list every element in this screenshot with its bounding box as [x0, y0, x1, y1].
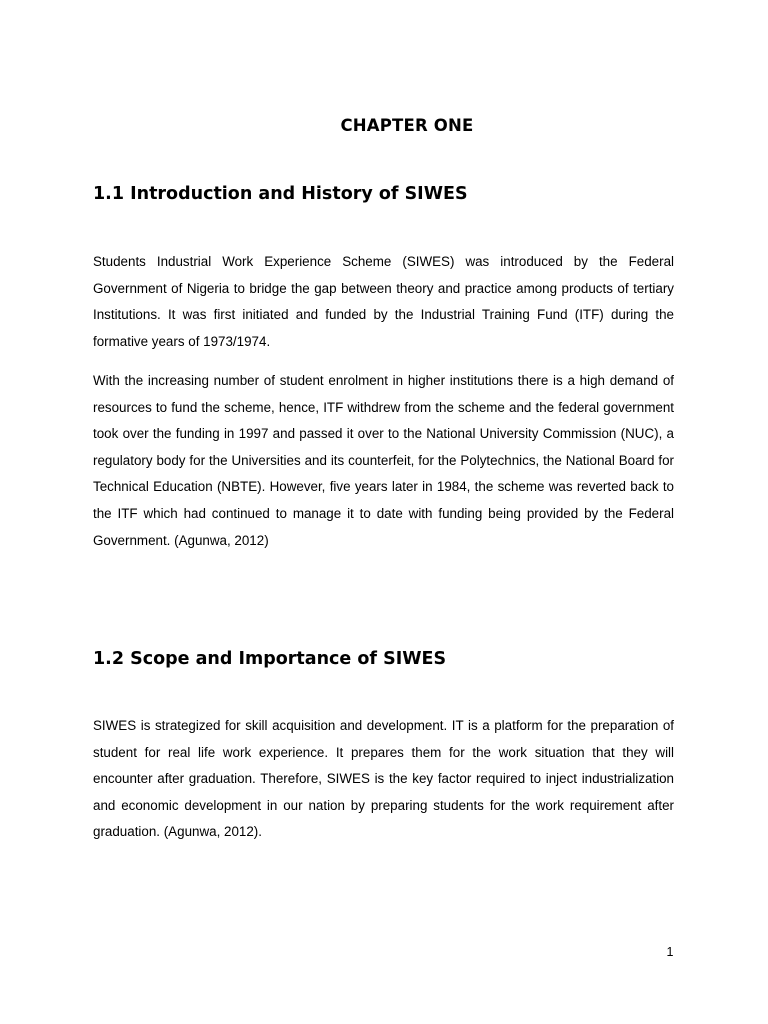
chapter-title: CHAPTER ONE	[340, 116, 474, 135]
page-number: 1	[666, 945, 674, 959]
paragraph-siwes-history: With the increasing number of student enrolment in higher institutions there is a high demand of resources to fund the scheme, hence, ITF withdrew from the scheme and the federal government took over the funding in 1997 and passed it over to the National University Commission (NUC), a regulatory body for the Universities and its counterfeit, for the Polytechnics, the National Board for Technical Education (NBTE). However, five years later in 1984, the scheme was reverted back to the ITF which had continued to manage it to date with funding being provided by the Federal Government. (Agunwa, 2012)	[93, 373, 674, 548]
section-heading-scope: 1.2 Scope and Importance of SIWES	[93, 649, 447, 669]
paragraph-siwes-scope: SIWES is strategized for skill acquisition and development. IT is a platform for the preparation of student for real life work experience. It prepares them for the work situation that they will encounter after graduation. Therefore, SIWES is the key factor required to inject industrialization and economic development in our nation by preparing students for the work requirement after graduation. (Agunwa, 2012).	[93, 718, 674, 840]
paragraph-siwes-introduction: Students Industrial Work Experience Scheme (SIWES) was introduced by the Federal Government of Nigeria to bridge the gap between theory and practice among products of tertiary Institutions. It was first initiated and funded by the Industrial Training Fund (ITF) during the formative years of 1973/1974.	[93, 254, 674, 349]
section-heading-introduction: 1.1 Introduction and History of SIWES	[93, 184, 468, 204]
